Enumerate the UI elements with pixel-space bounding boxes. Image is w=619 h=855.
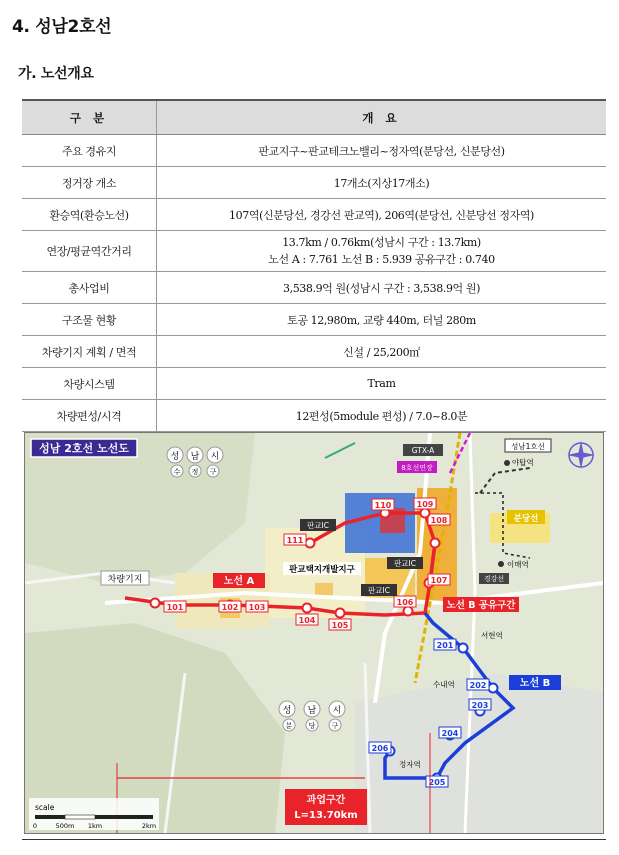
svg-text:시: 시 bbox=[210, 452, 220, 462]
station-marker-202 bbox=[489, 684, 498, 693]
svg-text:남: 남 bbox=[307, 706, 317, 716]
line-b-label: 노선 B bbox=[519, 678, 551, 689]
station-label-107: 107 bbox=[430, 576, 448, 585]
station-label-201: 201 bbox=[436, 641, 454, 650]
row-value-line: 17개소(지상17개소) bbox=[333, 176, 430, 190]
bundang-line-label: 분당선 bbox=[513, 514, 539, 524]
table-row bbox=[22, 336, 606, 368]
station-label-205: 205 bbox=[428, 778, 446, 787]
sunae-label: 수내역 bbox=[433, 680, 455, 689]
row-label: 주요 경유지 bbox=[22, 135, 157, 167]
yimae-label: 이매역 bbox=[507, 560, 529, 569]
row-value bbox=[157, 272, 607, 304]
station-marker-109 bbox=[421, 509, 430, 518]
svg-text:2km: 2km bbox=[141, 822, 157, 830]
row-value-line: 13.7km / 0.76km(성남시 구간 : 13.7km) bbox=[282, 236, 481, 249]
row-value bbox=[157, 400, 607, 432]
station-label-101: 101 bbox=[166, 603, 184, 612]
station-label-204: 204 bbox=[441, 729, 459, 738]
table-row bbox=[22, 231, 606, 272]
seohyeon-label: 서현역 bbox=[481, 631, 503, 640]
svg-text:수: 수 bbox=[173, 468, 181, 476]
moran-label: 야탑역 bbox=[512, 458, 534, 467]
row-value bbox=[157, 231, 607, 272]
line1-label: 성남1호선 bbox=[511, 442, 545, 451]
station-marker-105 bbox=[336, 609, 345, 618]
table-row bbox=[22, 368, 606, 400]
row-value bbox=[157, 368, 607, 400]
table-row bbox=[22, 304, 606, 336]
station-label-108: 108 bbox=[430, 516, 448, 525]
ic-label-3: 판교IC bbox=[368, 586, 390, 595]
station-marker-111 bbox=[306, 539, 315, 548]
table-row bbox=[22, 272, 606, 304]
svg-text:성: 성 bbox=[282, 706, 292, 716]
ic-label-1: 판교IC bbox=[307, 521, 329, 530]
line8-label: 8호선연장 bbox=[401, 464, 433, 472]
svg-text:성: 성 bbox=[170, 452, 180, 462]
station-label-105: 105 bbox=[331, 621, 349, 630]
row-label: 정거장 개소 bbox=[22, 167, 157, 199]
row-label: 차량시스템 bbox=[22, 368, 157, 400]
ic-label-2: 판교IC bbox=[394, 559, 416, 568]
row-value bbox=[157, 304, 607, 336]
row-value bbox=[157, 167, 607, 199]
row-label: 구조물 현황 bbox=[22, 304, 157, 336]
row-value-line: 12편성(5module 편성) / 7.0~8.0분 bbox=[295, 409, 468, 423]
gyeonggang-label: 경강선 bbox=[483, 575, 505, 583]
svg-text:남: 남 bbox=[190, 452, 200, 462]
row-value-line: 107역(신분당선, 경강선 판교역), 206역(분당선, 신분당선 정자역) bbox=[229, 208, 534, 222]
row-value-line: 3,538.9억 원(성남시 구간 : 3,538.9억 원) bbox=[283, 281, 480, 295]
station-label-103: 103 bbox=[248, 603, 266, 612]
station-label-110: 110 bbox=[374, 501, 392, 510]
row-value-line: 노선 A : 7.761 노선 B : 5.939 공유구간 : 0.740 bbox=[268, 253, 495, 266]
header-summary: 개 요 bbox=[157, 100, 607, 135]
row-label: 총사업비 bbox=[22, 272, 157, 304]
line-a-label: 노선 A bbox=[223, 576, 255, 587]
station-marker-201 bbox=[459, 644, 468, 653]
svg-text:당: 당 bbox=[308, 722, 316, 730]
svg-text:분: 분 bbox=[285, 722, 293, 730]
row-value-line: Tram bbox=[367, 377, 396, 390]
row-value-line: 토공 12,980m, 교량 440m, 터널 280m bbox=[287, 313, 476, 327]
svg-text:500m: 500m bbox=[55, 822, 75, 830]
station-label-102: 102 bbox=[221, 603, 239, 612]
station-marker-108 bbox=[431, 539, 440, 548]
table-row bbox=[22, 400, 606, 432]
header-category: 구 분 bbox=[22, 100, 157, 135]
station-marker-104 bbox=[303, 604, 312, 613]
route-map bbox=[24, 432, 604, 834]
svg-text:구: 구 bbox=[331, 722, 339, 730]
station-label-206: 206 bbox=[371, 744, 389, 753]
station-marker-101 bbox=[151, 599, 160, 608]
station-label-109: 109 bbox=[416, 500, 434, 509]
row-value bbox=[157, 135, 607, 167]
station-label-202: 202 bbox=[469, 681, 487, 690]
station-label-111: 111 bbox=[286, 536, 304, 545]
svg-text:과업구간: 과업구간 bbox=[306, 795, 346, 806]
jeongja-label: 정자역 bbox=[399, 760, 421, 769]
station-label-203: 203 bbox=[471, 701, 489, 710]
station-marker-106 bbox=[404, 607, 413, 616]
bottom-rule bbox=[22, 839, 606, 840]
svg-text:0: 0 bbox=[32, 822, 38, 830]
city-label-sujeong bbox=[167, 447, 223, 477]
svg-text:정: 정 bbox=[191, 468, 199, 476]
svg-text:1km: 1km bbox=[87, 822, 103, 830]
row-value bbox=[157, 199, 607, 231]
gtx-label: GTX-A bbox=[411, 446, 435, 455]
section-title: 4. 성남2호선 bbox=[12, 17, 112, 37]
overview-table bbox=[22, 99, 606, 432]
svg-text:L=13.70km: L=13.70km bbox=[294, 810, 358, 821]
svg-text:구: 구 bbox=[209, 468, 217, 476]
row-label: 연장/평균역간거리 bbox=[22, 231, 157, 272]
row-value bbox=[157, 336, 607, 368]
depot-label: 차량기지 bbox=[107, 575, 143, 585]
table-header-row bbox=[22, 100, 606, 135]
svg-text:scale: scale bbox=[35, 803, 55, 812]
city-label-bundang bbox=[279, 701, 345, 731]
row-value-line: 판교지구~판교테크노밸리~정자역(분당선, 신분당선) bbox=[258, 144, 505, 158]
shared-section-label: 노선 B 공유구간 bbox=[446, 600, 516, 611]
station-label-106: 106 bbox=[396, 598, 414, 607]
subsection-title: 가. 노선개요 bbox=[18, 66, 94, 82]
table-row bbox=[22, 199, 606, 231]
row-value-line: 신설 / 25,200㎡ bbox=[343, 345, 420, 359]
svg-text:시: 시 bbox=[332, 706, 342, 716]
table-row bbox=[22, 135, 606, 167]
row-label: 환승역(환승노선) bbox=[22, 199, 157, 231]
scale-bar bbox=[29, 798, 159, 830]
district-label: 판교택지개발지구 bbox=[289, 565, 355, 575]
row-label: 차량편성/시격 bbox=[22, 400, 157, 432]
map-title: 성남 2호선 노선도 bbox=[39, 442, 129, 455]
station-label-104: 104 bbox=[298, 616, 316, 625]
table-row bbox=[22, 167, 606, 199]
row-label: 차량기지 계획 / 면적 bbox=[22, 336, 157, 368]
